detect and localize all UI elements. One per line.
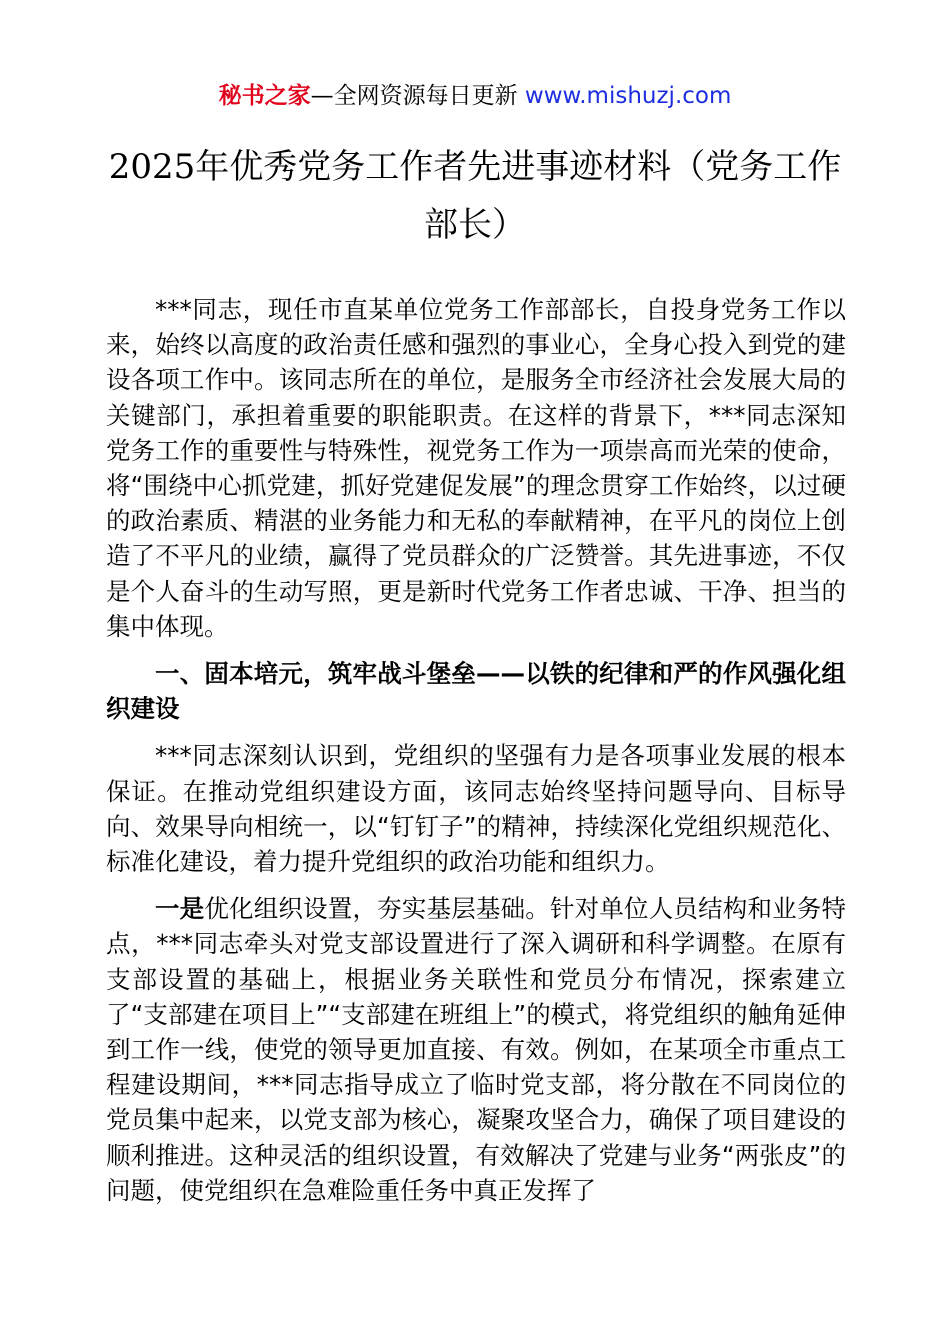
section-heading: 一、固本培元，筑牢战斗堡垒——以铁的纪律和严的作风强化组织建设 [106, 659, 846, 724]
site-url-link[interactable]: www.mishuzj.com [524, 83, 732, 109]
document-title: 2025年优秀党务工作者先进事迹材料（党务工作部长） [108, 147, 842, 245]
site-brand: 秘书之家 [218, 83, 311, 109]
section-intro-paragraph: ***同志深刻认识到，党组织的坚强有力是各项事业发展的根本保证。在推动党组织建设方面，该同志始终坚持问题导向、目标导向、效果导向相统一，以“钉钉子”的精神，持续深化党组织规范化、标准化建设，着力提升党组织的政治功能和组织力。 [106, 741, 846, 877]
document-body [106, 292, 846, 1208]
site-header [0, 80, 950, 112]
point-one-lead: 一是 [155, 894, 205, 924]
point-one-text: 优化组织设置，夯实基层基础。针对单位人员结构和业务特点，***同志牵头对党支部设置进行了深入调研和科学调整。在原有支部设置的基础上，根据业务关联性和党员分布情况，探索建立了“支部建在项目上”“支部建在班组上”的模式，将党组织的触角延伸到工作一线，使党的领导更加直接、有效。例如，在某项全市重点工程建设期间，***同志指导成立了临时党支部，将分散在不同岗位的党员集中起来，以党支部为核心，凝聚攻坚合力，确保了项目建设的顺利推进。这种灵活的组织设置，有效解决了党建与业务“两张皮”的问题，使党组织在急难险重任务中真正发挥了 [106, 894, 847, 1205]
point-one-paragraph [106, 891, 846, 1208]
intro-paragraph: ***同志，现任市直某单位党务工作部部长，自投身党务工作以来，始终以高度的政治责任感和强烈的事业心，全身心投入到党的建设各项工作中。该同志所在的单位，是服务全市经济社会发展大局的关键部门，承担着重要的职能职责。在这样的背景下，***同志深知党务工作的重要性与特殊性，视党务工作为一项崇高而光荣的使命，将“围绕中心抓党建，抓好党建促发展”的理念贯穿工作始终，以过硬的政治素质、精湛的业务能力和无私的奉献精神，在平凡的岗位上创造了不平凡的业绩，赢得了党员群众的广泛赞誉。其先进事迹，不仅是个人奋斗的生动写照，更是新时代党务工作者忠诚、干净、担当的集中体现。 [106, 295, 846, 641]
site-tagline: —全网资源每日更新 [310, 83, 525, 109]
